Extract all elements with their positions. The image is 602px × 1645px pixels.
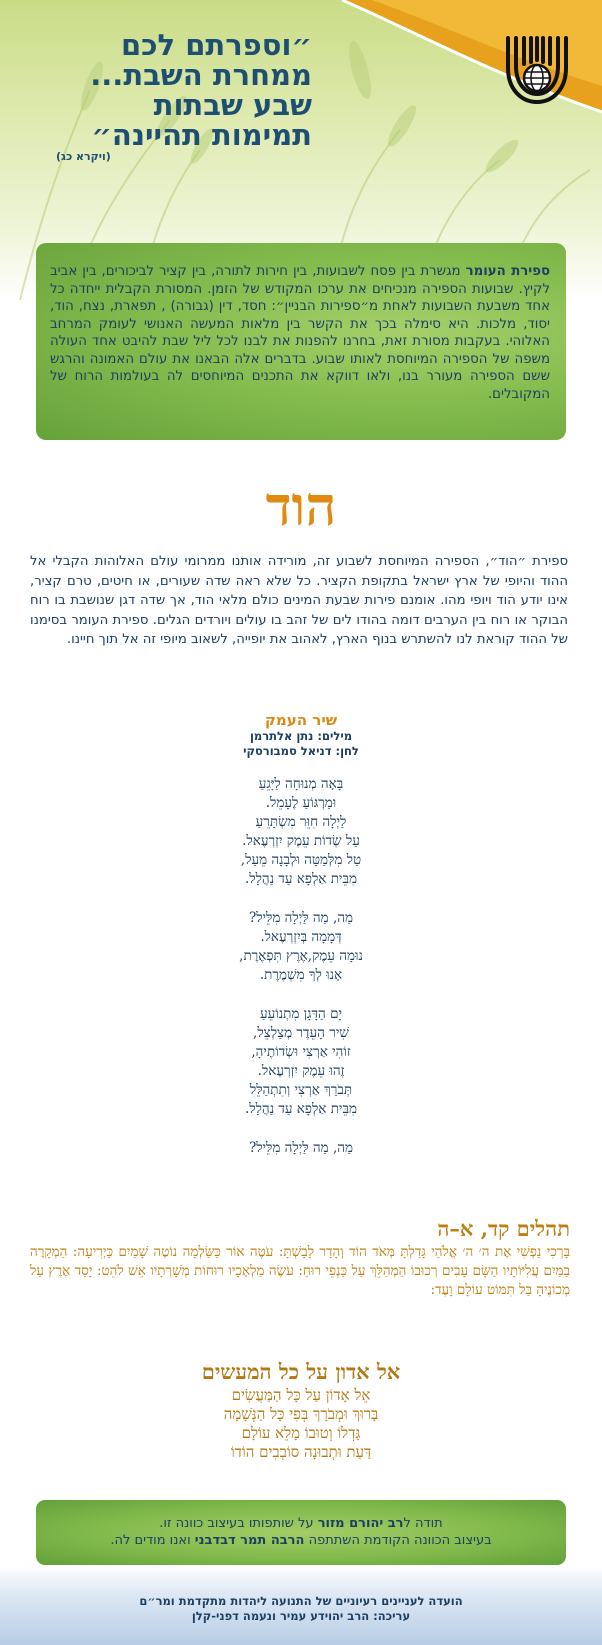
song-line: מַה, מַה לַּיְלָה מִלֵּיל? bbox=[248, 1140, 354, 1156]
psalm-text: בָּרְכִי נַפְשִׁי אֶת ה׳ ה׳ אֱלֹהַי גָּדַלְתָּ מְּאֹד הוֹד וְהָדָר לָבָשְׁתָּ: עֹטֶה אוֹר כַּשַּׂלְמָה נוֹטֶה שָׁמַיִם כַּיְרִיעָה: הַמְקָרֶה בַמַּיִם עֲלִיּוֹתָיו הַשָּׂם עָבִים רְכוּבוֹ הַמְהַלֵּךְ עַל כַּנְפֵי רוּחַ: עֹשֶׂה מַלְאָכָיו רוּחוֹת מְשָׁרְתָיו אֵשׁ לֹהֵט: יָסַד אֶרֶץ עַל מְכוֹנֶיהָ בַּל תִּמּוֹט עוֹלָם וָעֶד: bbox=[30, 1244, 570, 1298]
intro-box bbox=[36, 243, 566, 440]
song-line: בָּאָה מְנוּחָה לַיָּגֵעַ bbox=[258, 776, 344, 792]
header-title-line: ״וספרתם לכם bbox=[120, 28, 312, 62]
song-stanza bbox=[0, 909, 602, 985]
adon-line: אֵל אָדוֹן עַל כָּל הַמַּעֲשִׂים bbox=[231, 1386, 371, 1404]
adon-title: אל אדון על כל המעשים bbox=[201, 1359, 401, 1384]
song-stanza bbox=[0, 1139, 602, 1158]
intro-lead: ספירת העומר bbox=[465, 264, 550, 279]
hod-paragraph: ספירת ״הוד״, הספירה המיוחסת לשבוע זה, מורידה אותנו ממרומי עולם האלוהות הקבלי אל ההוד והיופי של ארץ ישראל בתקופת הקציר. כל שלא ראה שדה שעורים, או חיטים, טרם קציר, אינו יודע הוד ויופי מהו. אומנם פירות שבעת המינים כולם מלאי הוד, אך שדה דגן שנושבת בו רוח הבוקר או רוח בין הערבים דומה בהודו לים של זהב בו עולים ויורדים הגלים. ספירת העומר בסימנו של ההוד קוראת לנו להשתרש בנוף הארץ, לאהוב את יופייה, לשאוב מיופי זה אל תוך חיינו. bbox=[30, 554, 568, 647]
footer bbox=[0, 1594, 602, 1624]
thanks-text: על שותפותו בעיצוב כוונה זו. bbox=[159, 1516, 318, 1531]
song-line: מִבֵּית אַלְפָא עַד נַהֲלָל. bbox=[245, 871, 357, 887]
song-line: זוֹהִי אַרְצִי וּשְׂדוֹתֶיהָ, bbox=[251, 1044, 351, 1060]
song-line: נוּמָה עֵמֶק,אֶרֶץ תִּפְאֶרֶת, bbox=[239, 948, 363, 964]
song-line: יָם הַדָּגָן מִתְנוֹעֵעַ bbox=[259, 1006, 343, 1022]
song-line: שִׁיר הָעֵדֶר מְצַלְצֵל, bbox=[253, 1025, 349, 1041]
song-line: דְּמָמָה בְּיִזְרְעֶאל. bbox=[260, 929, 342, 945]
header-title-source: (ויקרא כג) bbox=[56, 150, 111, 163]
header-title-line: ממחרת השבת... bbox=[90, 58, 312, 92]
song-words-credit: מילים: נתן אלתרמן bbox=[249, 729, 353, 743]
thanks-text: ואנו מודים לה. bbox=[110, 1533, 195, 1548]
thanks-line-2 bbox=[36, 1532, 566, 1549]
adon-line: דַּעַת וּתְבוּנָה סוֹבְבִים הוֹדוֹ bbox=[230, 1443, 372, 1461]
song-line: טַל מִלְּמַטָּה וּלְבָנָה מֵעַל, bbox=[240, 852, 362, 868]
song-line: מַה, מַה לַּיְלָה מִלֵּיל? bbox=[248, 910, 354, 926]
song-line: תְּבֹרַךְ אַרְצִי וְתִתְהַלֵּל bbox=[249, 1082, 353, 1098]
song-lyrics bbox=[0, 775, 602, 1178]
song-line: מִבֵּית אַלְפָא עַד נַהֲלָל. bbox=[245, 1101, 357, 1117]
header-title-line: שבע שבתות bbox=[153, 88, 312, 122]
thanks-line-1 bbox=[36, 1515, 566, 1532]
thanks-box bbox=[36, 1500, 566, 1565]
footer-committee: הועדה לעניינים רעיוניים של התנועה ליהדות מתקדמת ומר״ם bbox=[139, 1594, 463, 1608]
song-line: זֶהוּ עֵמֶק יִזְרְעֶאל. bbox=[257, 1063, 345, 1079]
song-stanza bbox=[0, 1005, 602, 1119]
intro-text: מגשרת בין פסח לשבועות, בין חירות לתורה, בין קציר לביכורים, בין אביב לקיץ. שבועות הספירה מנכיחים את ערכו המקודש של הזמן. המסורת הקבלית ייחדה כל אחד משבעת השבועות לאחת מ״ספירות הבניין״: חסד, דין (גבורה) , תפארת, נצח, הוד, יסוד, מלכות. היא סימלה בכך את הקשר בין מלאות המעשה האנושי לעומק המרחב האלוהי. בעקבות מסורת זאת, בחרנו להפנות את לבנו לכל ליל שבת להיבט אחד העולה משפה של הספירה המיוחסת לאותו שבוע. בדברים אלה הבאנו את עולם האמונה והרגש ששם הספירה מעורר בנו, ולאו דווקא את התכנים המיוחסים לה בעולמות הרוח של המקובלים. bbox=[50, 264, 550, 402]
song-stanza bbox=[0, 775, 602, 889]
song-line: אָנוּ לְךָ מִשְׁמֶרֶת. bbox=[259, 967, 343, 983]
header-title bbox=[52, 30, 312, 163]
song-line: לַיְלָה חִוֵּר מִשְׂתָּרֵעַ bbox=[255, 814, 347, 830]
song-header bbox=[0, 711, 602, 759]
adon-lines bbox=[0, 1386, 602, 1462]
psalm-title: תהלים קד, א–ה bbox=[437, 1216, 570, 1241]
thanks-name: הרבה תמר דבדבני bbox=[194, 1533, 305, 1548]
hod-title: הוד bbox=[265, 474, 337, 538]
adon-line: גָּדְלוֹ וְטוּבוֹ מָלֵא עוֹלָם bbox=[241, 1424, 361, 1442]
header-title-line: תמימות תהיינה״ bbox=[91, 118, 312, 152]
adon-line: בָּרוּךְ וּמְבֹרָךְ בְּפִי כָּל הַנְּשָׁמָה bbox=[223, 1405, 379, 1423]
song-line: עַל שְׂדוֹת עֵמֶק יִזְרְעֶאל. bbox=[242, 833, 360, 849]
thanks-text: תודה ל bbox=[403, 1516, 443, 1531]
menorah-globe-logo-icon bbox=[502, 34, 572, 108]
thanks-text: בעיצוב הכוונה הקודמת השתתפה bbox=[304, 1533, 492, 1548]
thanks-name: רב יהורם מזור bbox=[317, 1516, 404, 1531]
song-title: שיר העמק bbox=[264, 711, 338, 729]
song-music-credit: לחן: דניאל סמבורסקי bbox=[243, 744, 359, 758]
footer-editors: עריכה: הרב יהוידע עמיר ונעמה דפני-קלן bbox=[191, 1609, 411, 1623]
song-line: וּמַרְגּוֹעַ לֶעָמֵל. bbox=[265, 795, 337, 811]
